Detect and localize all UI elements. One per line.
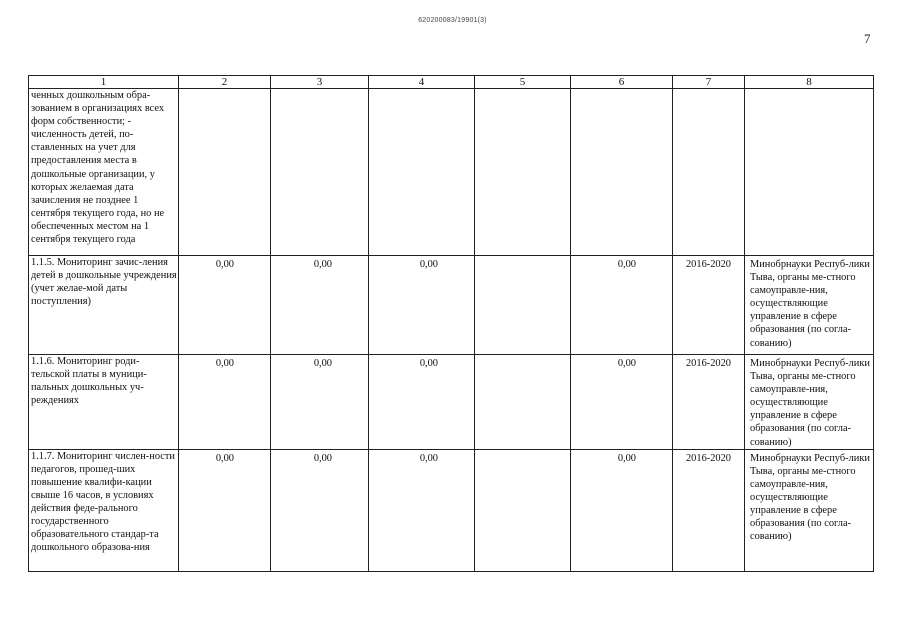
- value-cell-col4: 0,00: [369, 256, 475, 355]
- table-header-row: [29, 76, 874, 89]
- value-cell-col4: 0,00: [369, 355, 475, 450]
- years-cell: 2016-2020: [673, 449, 745, 571]
- responsible-cell: Минобрнауки Респуб-лики Тыва, органы ме-стного самоуправле-ния, осуществляющие управление в сфере образования (по согла-сованию): [745, 355, 874, 450]
- value-cell-col3: 0,00: [271, 355, 369, 450]
- value-cell-col2: 0,00: [179, 256, 271, 355]
- responsible-cell: Минобрнауки Респуб-лики Тыва, органы ме-стного самоуправле-ния, осуществляющие управление в сфере образования (по согла-сованию): [745, 449, 874, 571]
- page-number: 7: [864, 31, 871, 46]
- column-header-6: 6: [571, 76, 673, 89]
- value-cell-col6: 0,00: [571, 256, 673, 355]
- value-cell-col3: 0,00: [271, 256, 369, 355]
- column-header-5: 5: [475, 76, 571, 89]
- empty-cell: [475, 89, 571, 256]
- value-cell-col6: 0,00: [571, 355, 673, 450]
- empty-cell: [179, 89, 271, 256]
- value-cell-col5: [475, 355, 571, 450]
- column-header-7: 7: [673, 76, 745, 89]
- value-cell-col2: 0,00: [179, 449, 271, 571]
- item-name-cell: 1.1.5. Мониторинг зачис-ления детей в дошкольные учреждения (учет желае-мой даты поступления): [29, 256, 179, 355]
- table-row-continuation: [29, 89, 874, 256]
- column-header-1: 1: [29, 76, 179, 89]
- program-table: [28, 75, 874, 572]
- table-row: [29, 355, 874, 450]
- item-name-cell: 1.1.7. Мониторинг числен-ности педагогов, прошед-ших повышение квалифи-кации свыше 16 часов, в условиях действия феде-рального государственного образовательного стандар-та дошкольного образова-ния: [29, 449, 179, 571]
- document-id: 620200083/19901(3): [418, 17, 487, 24]
- column-header-4: 4: [369, 76, 475, 89]
- value-cell-col2: 0,00: [179, 355, 271, 450]
- empty-cell: [571, 89, 673, 256]
- table-row: [29, 449, 874, 571]
- responsible-cell: Минобрнауки Респуб-лики Тыва, органы ме-стного самоуправле-ния, осуществляющие управление в сфере образования (по согла-сованию): [745, 256, 874, 355]
- value-cell-col5: [475, 449, 571, 571]
- table-row: [29, 256, 874, 355]
- column-header-3: 3: [271, 76, 369, 89]
- empty-cell: [369, 89, 475, 256]
- empty-cell: [745, 89, 874, 256]
- years-cell: 2016-2020: [673, 355, 745, 450]
- years-cell: 2016-2020: [673, 256, 745, 355]
- value-cell-col6: 0,00: [571, 449, 673, 571]
- item-name-cell: 1.1.6. Мониторинг роди-тельской платы в муници-пальных дошкольных уч-реждениях: [29, 355, 179, 450]
- empty-cell: [673, 89, 745, 256]
- value-cell-col5: [475, 256, 571, 355]
- column-header-2: 2: [179, 76, 271, 89]
- continuation-cell: ченных дошкольным обра-зованием в организациях всех форм собственности; - численность детей, по-ставленных на учет для предоставления места в дошкольные организации, у которых желаемая дата зачисления не позднее 1 сентября текущего года, но не обеспеченных местом на 1 сентября текущего года: [29, 89, 179, 256]
- value-cell-col4: 0,00: [369, 449, 475, 571]
- empty-cell: [271, 89, 369, 256]
- column-header-8: 8: [745, 76, 874, 89]
- value-cell-col3: 0,00: [271, 449, 369, 571]
